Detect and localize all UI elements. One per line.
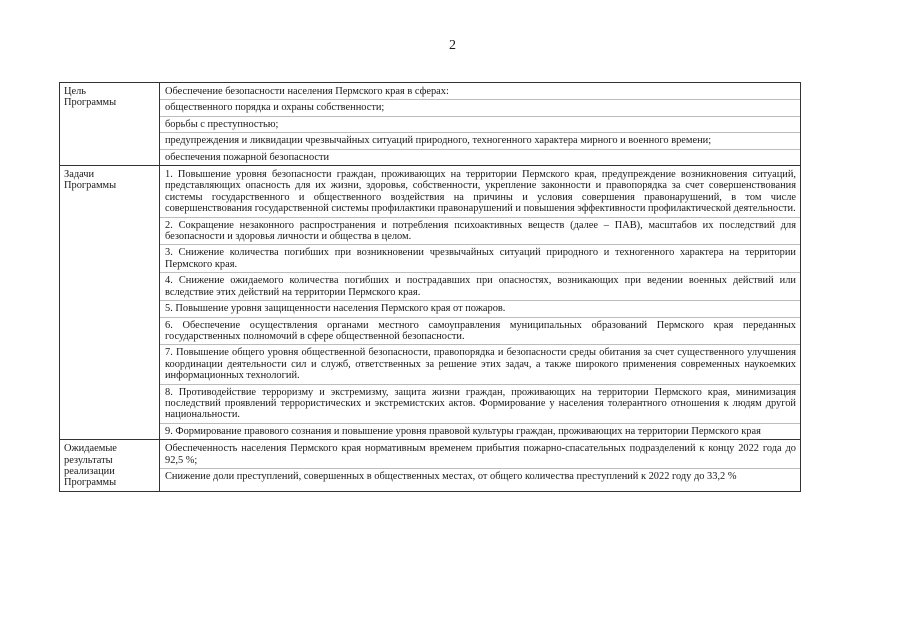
row-label [60,166,160,440]
expected-results-row [60,440,801,492]
content-item: 3. Снижение количества погибших при возникновении чрезвычайных ситуаций природного и техногенного характера на территории Пермского края. [160,245,800,273]
row-content [160,440,801,492]
content-item: Обеспеченность населения Пермского края нормативным временем прибытия пожарно-спасательных подразделений к концу 2022 года до 92,5 %; [160,441,800,469]
row-label-line: Задачи [64,169,95,181]
content-item: общественного порядка и охраны собственности; [160,100,800,116]
row-label-line: Цель [64,86,87,97]
content-item: 9. Формирование правового сознания и повышение уровня правовой культуры граждан, проживающих на территории Пермского края [165,425,761,437]
content-item: борьбы с преступностью; [160,117,800,133]
content-item: 5. Повышение уровня защищенности населения Пермского края от пожаров. [160,301,800,317]
content-item: предупреждения и ликвидации чрезвычайных ситуаций природного, техногенного характера мирного и военного времени; [160,133,800,149]
row-content [160,83,801,166]
row-label [60,440,160,492]
row-label-line: Программы [64,180,117,192]
row-label-line: результаты [64,454,113,466]
content-item: 6. Обеспечение осуществления органами местного самоуправления муниципальных образований Пермского края переданных государственных полномочий в сфере общественной безопасности. [160,318,800,346]
content-item: 2. Сокращение незаконного распространения и потребления психоактивных веществ (далее – ПАВ), масштабов их последствий для безопасности и здоровья личности и общества в целом. [160,218,800,246]
content-item: 7. Повышение общего уровня общественной безопасности, правопорядка и безопасности среды обитания за счет существенного улучшения координации деятельности сил и служб, ответственных за решение этих задач, а также широкого применения современных наукоемких информационных технологий. [160,345,800,384]
row-label [60,83,160,166]
row-label-line: Программы [64,477,117,489]
page-number: 2 [449,38,456,53]
content-item: обеспечения пожарной безопасности [165,151,330,163]
program-passport-table [59,82,801,492]
program-goal-row [60,83,801,166]
content-item: 4. Снижение ожидаемого количества погибших и пострадавших при опасностях, возникающих при ведении военных действий или вследствие этих действий на территории Пермского края. [160,273,800,301]
program-tasks-row [60,166,801,440]
row-label-line: Ожидаемые [64,443,117,455]
row-label-line: Программы [64,97,117,109]
content-item: 1. Повышение уровня безопасности граждан, проживающих на территории Пермского края, предупреждение возникновения ситуаций, представляющих опасность для их жизни, здоровья, собственности, укрепление законности и правопорядка за счет совершенствования системы государственного и общественного воздействия на причины и условия совершения правонарушений, в том числе совершенствования государственной системы профилактики правонарушений и повышения эффективности профилактической деятельности. [160,167,800,218]
content-item: Обеспечение безопасности населения Пермского края в сферах: [160,84,800,100]
row-label-line: реализации [64,465,115,477]
content-item: 8. Противодействие терроризму и экстремизму, защита жизни граждан, проживающих на территории Пермского края, минимизация последствий проявлений террористических и экстремистских актов. Формирование у населения толерантного отношения к людям другой национальности. [160,385,800,424]
row-content [160,166,801,440]
content-item: Снижение доли преступлений, совершенных в общественных местах, от общего количества преступлений к 2022 году до 33,2 % [165,470,737,482]
